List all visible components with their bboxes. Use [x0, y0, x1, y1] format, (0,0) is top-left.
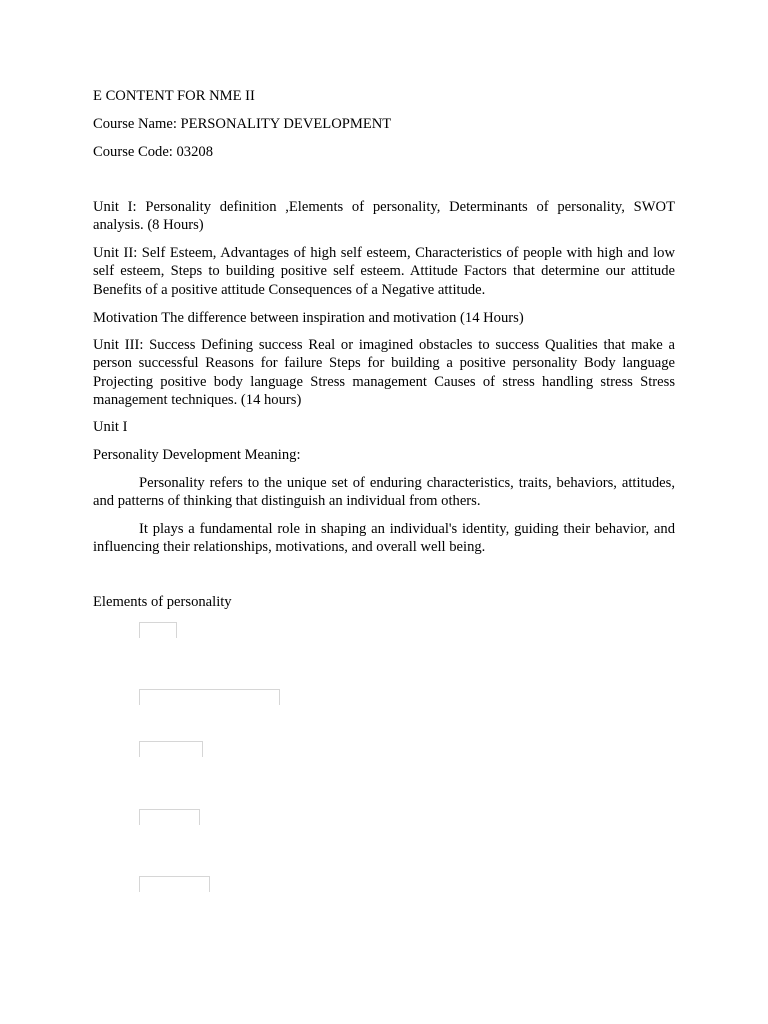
diagram-box: [139, 876, 210, 892]
syllabus-unit-1: Unit I: Personality definition ,Elements of personality, Determinants of personality, SWOT analysis. (8 Hours): [93, 199, 675, 234]
syllabus-motivation: Motivation The difference between inspiration and motivation (14 Hours): [93, 310, 524, 326]
elements-heading: Elements of personality: [93, 594, 232, 610]
diagram-box: [139, 741, 203, 757]
course-code: Course Code: 03208: [93, 144, 213, 160]
diagram-box: [139, 809, 200, 825]
unit-heading: Unit I: [93, 419, 128, 435]
personality-role-paragraph: It plays a fundamental role in shaping an individual's identity, guiding their behavior, and influencing their relationships, motivations, and overall well being.: [93, 521, 675, 556]
syllabus-unit-2: Unit II: Self Esteem, Advantages of high self esteem, Characteristics of people with high and low self esteem, Steps to building positive self esteem. Attitude Factors that determine our attitude Benefits of a positive attitude Consequences of a Negative attitude.: [93, 245, 675, 298]
diagram-box: [139, 689, 280, 705]
diagram-box: [139, 622, 177, 638]
personality-definition-paragraph: Personality refers to the unique set of enduring characteristics, traits, behaviors, attitudes, and patterns of thinking that distinguish an individual from others.: [93, 475, 675, 510]
course-name: Course Name: PERSONALITY DEVELOPMENT: [93, 116, 392, 132]
syllabus-unit-3: Unit III: Success Defining success Real or imagined obstacles to success Qualities that make a person successful Reasons for failure Steps for building a positive personality Body language Projecting positive body language Stress management Causes of stress handling stress Stress management techniques. (14 hours): [93, 337, 675, 408]
meaning-heading: Personality Development Meaning:: [93, 447, 301, 463]
document-title: E CONTENT FOR NME II: [93, 88, 255, 104]
